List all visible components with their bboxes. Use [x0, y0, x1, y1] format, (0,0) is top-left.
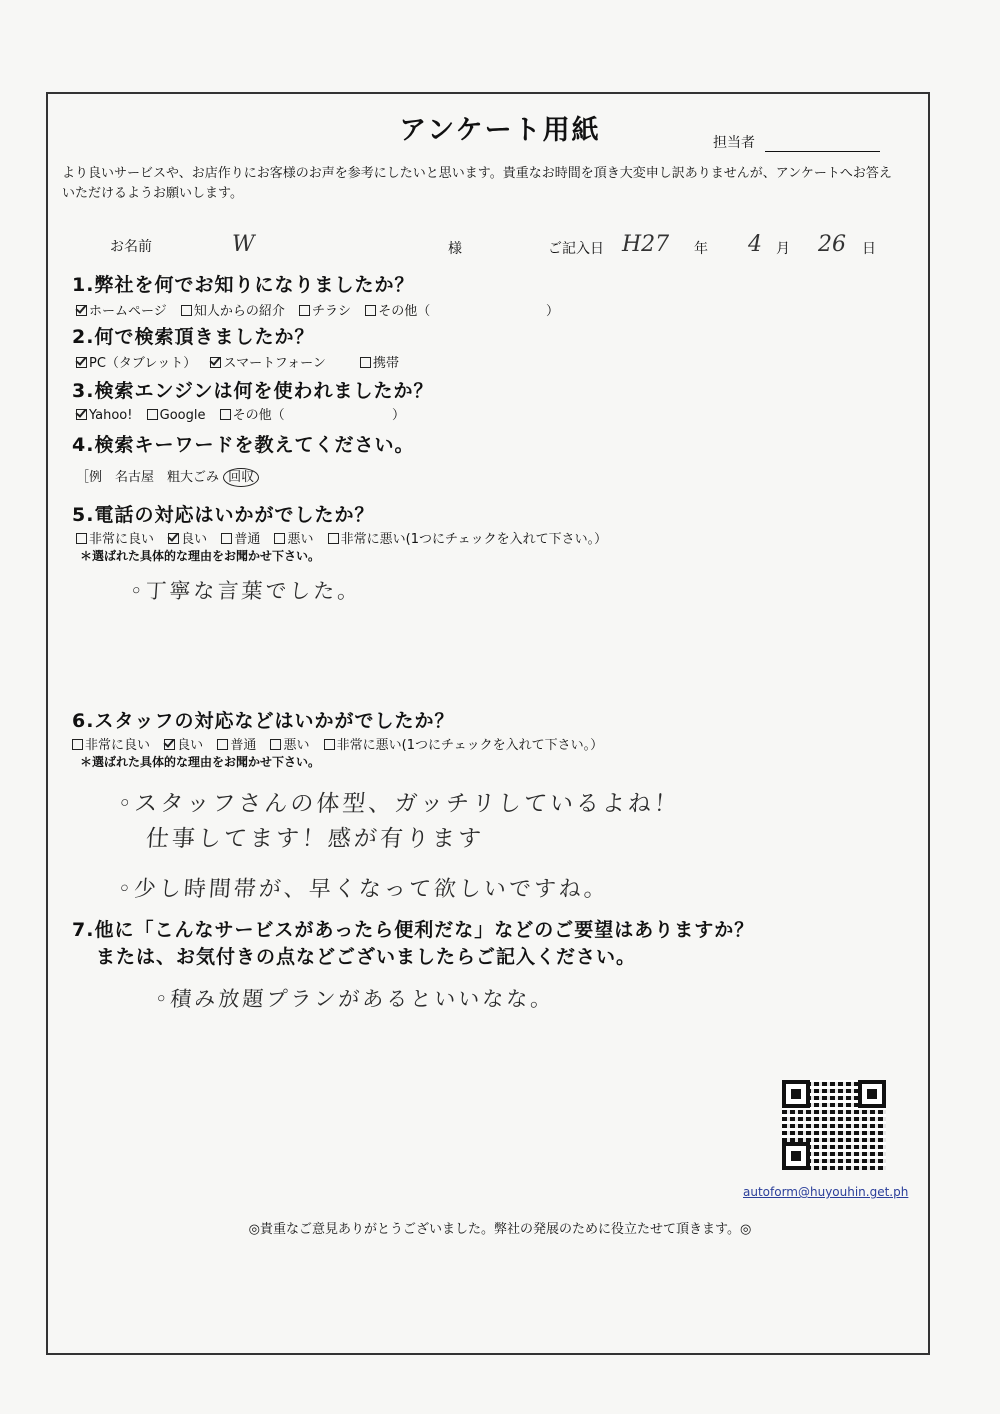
q6-answer-line-3[interactable]: ◦少し時間帯が、早くなって欲しいですね。	[116, 877, 610, 902]
q1-option-flyer[interactable]	[299, 304, 351, 319]
option-label: スマートフォーン	[223, 356, 326, 371]
checkbox-icon[interactable]	[220, 409, 231, 420]
q2-option-mobile[interactable]	[360, 356, 399, 371]
option-label: Google	[159, 408, 206, 423]
option-label: 普通	[234, 532, 261, 547]
q6-option-good[interactable]	[164, 738, 203, 753]
option-label: 悪い	[283, 738, 310, 753]
q1-option-other[interactable]	[365, 304, 430, 319]
q4-title: 4.検索キーワードを教えてください。	[72, 434, 415, 456]
q5-option-very-good[interactable]	[76, 532, 154, 547]
q6-answer-line-2[interactable]: 仕事してます！感が有ります	[144, 826, 485, 852]
date-label: ご記入日	[548, 241, 604, 257]
q5-option-bad[interactable]	[274, 532, 313, 547]
q6-option-very-bad[interactable]	[324, 738, 603, 753]
q4-example-text: ［例 名古屋 粗大ごみ	[76, 470, 220, 485]
option-label: 良い	[177, 738, 204, 753]
q2-option-smartphone[interactable]	[210, 356, 325, 371]
checkbox-icon[interactable]	[72, 739, 83, 750]
q5-answer-line[interactable]: ◦丁寧な言葉でした。	[129, 579, 363, 603]
checkbox-icon[interactable]	[217, 739, 228, 750]
q3-close-paren: ）	[392, 408, 406, 423]
nichi-label: 日	[862, 241, 876, 257]
option-label: 非常に良い	[85, 738, 151, 753]
email-link[interactable]: autoform@huyouhin.get.ph	[743, 1185, 909, 1199]
checkbox-icon[interactable]	[299, 305, 310, 316]
date-day-value[interactable]: 26	[818, 232, 846, 257]
q3-title: 3.検索エンジンは何を使われましたか？	[72, 380, 434, 402]
q6-option-normal[interactable]	[217, 738, 256, 753]
q5-note: ＊選ばれた具体的な理由をお聞かせ下さい。	[80, 549, 321, 563]
qr-finder-icon	[782, 1080, 810, 1108]
q1-options	[76, 300, 440, 319]
option-label: その他（	[232, 408, 285, 423]
option-label: Yahoo!	[89, 408, 133, 423]
q6-note: ＊選ばれた具体的な理由をお聞かせ下さい。	[80, 755, 321, 769]
footer-thanks: ◎貴重なご意見ありがとうございました。弊社の発展のために役立たせて頂きます。◎	[248, 1222, 752, 1237]
q7-title-line-1: 7.他に「こんなサービスがあったら便利だな」などのご要望はありますか？	[72, 919, 755, 941]
tanto-field[interactable]	[765, 151, 880, 152]
checkbox-checked-icon[interactable]	[76, 409, 87, 420]
checkbox-icon[interactable]	[147, 409, 158, 420]
checkbox-icon[interactable]	[324, 739, 335, 750]
sama-label: 様	[448, 241, 462, 257]
option-label: 知人からの紹介	[193, 304, 285, 319]
q6-answer-line-1[interactable]: ◦スタッフさんの体型、ガッチリしているよね！	[116, 791, 681, 817]
q5-option-very-bad[interactable]	[328, 532, 607, 547]
checkbox-icon[interactable]	[181, 305, 192, 316]
checkbox-icon[interactable]	[270, 739, 281, 750]
q6-option-very-good[interactable]	[72, 738, 150, 753]
checkbox-icon[interactable]	[76, 533, 87, 544]
nen-label: 年	[694, 241, 708, 257]
qr-finder-icon	[782, 1142, 810, 1170]
option-label: チラシ	[312, 304, 352, 319]
name-value[interactable]: W	[232, 232, 255, 257]
q6-option-bad[interactable]	[270, 738, 309, 753]
q1-option-referral[interactable]	[181, 304, 285, 319]
qr-code-icon[interactable]	[782, 1080, 886, 1170]
checkbox-icon[interactable]	[365, 305, 376, 316]
option-label: 非常に悪い(1つにチェックを入れて下さい。）	[340, 532, 608, 547]
checkbox-icon[interactable]	[360, 357, 371, 368]
q3-option-yahoo[interactable]	[76, 408, 132, 423]
q2-title: 2.何で検索頂きましたか？	[72, 326, 315, 348]
checkbox-icon[interactable]	[221, 533, 232, 544]
option-label: 良い	[181, 532, 208, 547]
q5-option-normal[interactable]	[221, 532, 260, 547]
page-title: アンケート用紙	[399, 115, 601, 146]
checkbox-icon[interactable]	[274, 533, 285, 544]
q7-answer-line[interactable]: ◦積み放題プランがあるといいなな。	[154, 987, 556, 1011]
checkbox-checked-icon[interactable]	[76, 357, 87, 368]
checkbox-checked-icon[interactable]	[168, 533, 179, 544]
q7-title-line-2: または、お気付きの点などございましたらご記入ください。	[96, 946, 637, 968]
q6-title: 6.スタッフの対応などはいかがでしたか？	[72, 710, 455, 732]
option-label: 悪い	[287, 532, 314, 547]
q5-title: 5.電話の対応はいかがでしたか？	[72, 504, 375, 526]
q5-option-good[interactable]	[168, 532, 207, 547]
q6-options	[72, 734, 613, 753]
date-year-value[interactable]: H27	[622, 232, 670, 257]
option-label: 非常に良い	[89, 532, 155, 547]
q1-close-paren: ）	[546, 304, 560, 319]
q3-options	[76, 404, 295, 423]
q4-example	[76, 466, 259, 485]
checkbox-checked-icon[interactable]	[164, 739, 175, 750]
date-month-value[interactable]: 4	[748, 232, 762, 257]
q4-circled-keyword[interactable]: 回収	[223, 468, 259, 487]
option-label: 非常に悪い(1つにチェックを入れて下さい。）	[336, 738, 604, 753]
q2-options	[76, 352, 409, 371]
option-label: ホームページ	[89, 304, 167, 319]
option-label: 携帯	[373, 356, 400, 371]
q3-option-other[interactable]	[220, 408, 285, 423]
q2-option-pc[interactable]	[76, 356, 196, 371]
option-label: PC（タブレット）	[89, 356, 197, 371]
intro-text: より良いサービスや、お店作りにお客様のお声を参考にしたいと思います。貴重なお時間を頂き大変申し訳ありませんが、アンケートへお答えいただけるようお願いします。	[62, 166, 892, 201]
option-label: 普通	[230, 738, 257, 753]
checkbox-icon[interactable]	[328, 533, 339, 544]
checkbox-checked-icon[interactable]	[210, 357, 221, 368]
q5-options	[76, 528, 617, 547]
q1-option-homepage[interactable]	[76, 304, 167, 319]
option-label: その他（	[378, 304, 431, 319]
q1-title: 1.弊社を何でお知りになりましたか？	[72, 274, 415, 296]
tanto-label: 担当者	[713, 135, 755, 151]
name-label: お名前	[110, 239, 152, 255]
tsuki-label: 月	[776, 241, 790, 257]
checkbox-checked-icon[interactable]	[76, 305, 87, 316]
q3-option-google[interactable]	[147, 408, 206, 423]
qr-finder-icon	[858, 1080, 886, 1108]
